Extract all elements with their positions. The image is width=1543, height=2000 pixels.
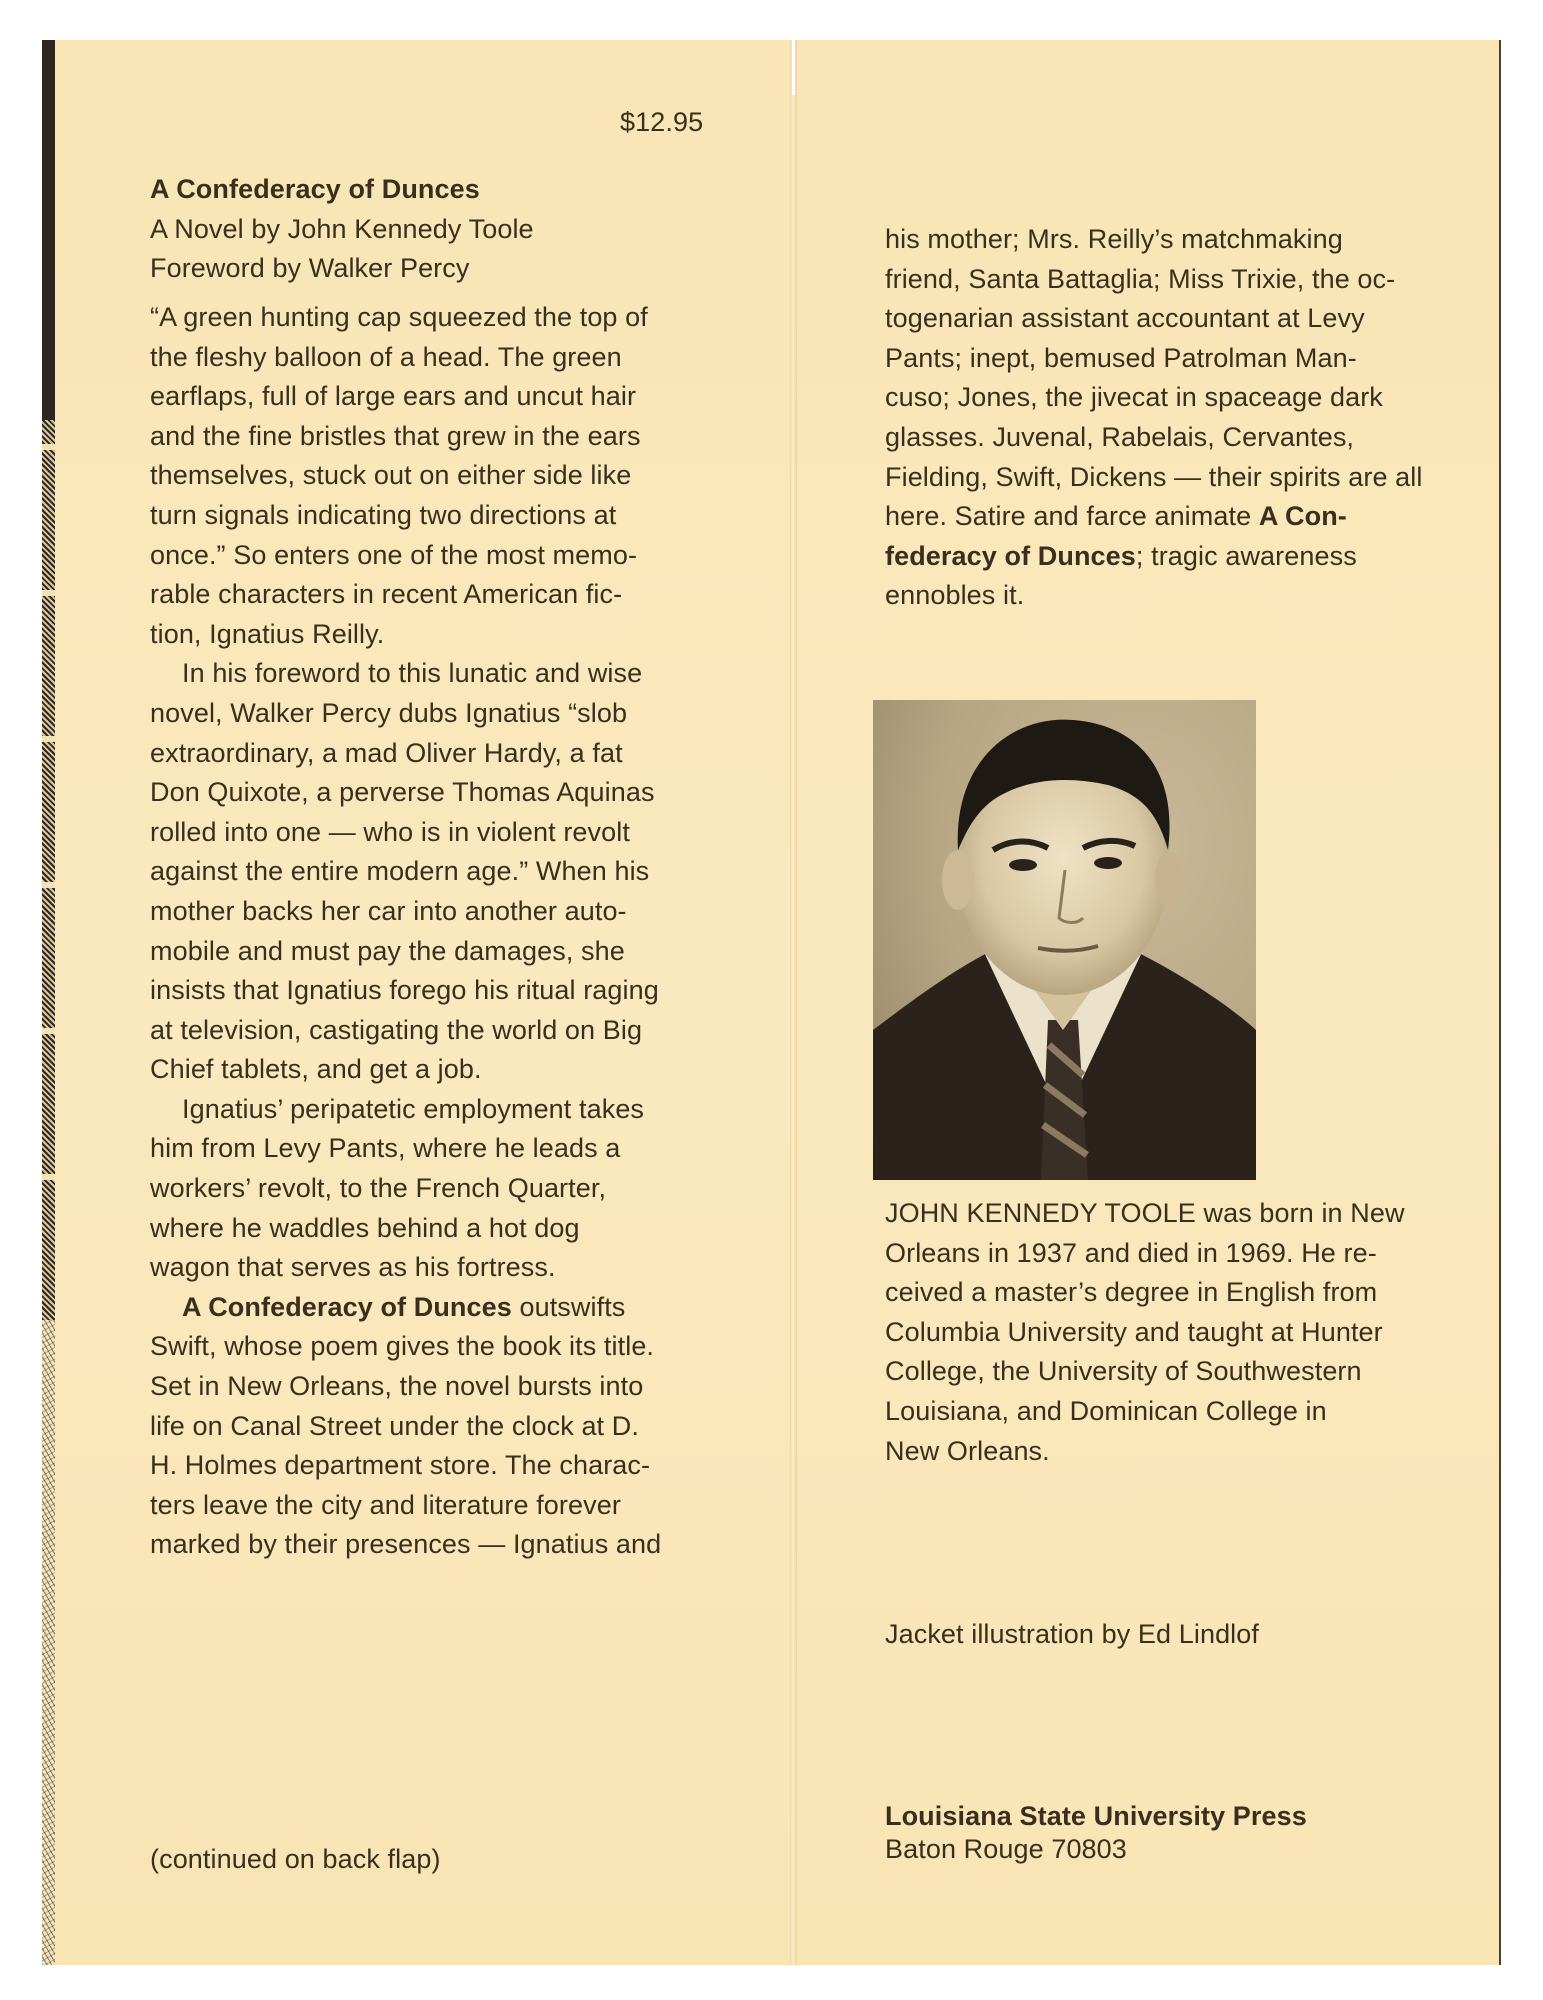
front-flap-body-line <box>150 694 661 734</box>
book-title: A Confederacy of Dunces <box>150 174 480 204</box>
foreword-credit: Foreword by Walker Percy <box>150 253 470 284</box>
flap-fold <box>790 40 797 1965</box>
publisher-name: Louisiana State University Press <box>885 1801 1307 1831</box>
front-flap-body-line <box>150 1407 661 1447</box>
continued-note: (continued on back flap) <box>150 1844 441 1874</box>
front-flap-body <box>150 298 661 1565</box>
back-flap-body <box>885 220 1422 616</box>
front-flap-body-text: earflaps, full of large ears and uncut hair <box>150 381 637 412</box>
author-bio <box>885 1194 1405 1471</box>
front-flap-body-text: rolled into one — who is in violent revolt <box>150 816 630 847</box>
front-flap-body-text: Don Quixote, a perverse Thomas Aquinas <box>150 777 655 808</box>
front-flap-body-text: “A green hunting cap squeezed the top of <box>150 302 648 332</box>
back-flap-body-text: togenarian assistant accountant at Levy <box>885 303 1365 334</box>
front-flap-body-text: once.” So enters one of the most memo- <box>150 539 638 570</box>
front-flap-body-text: where he waddles behind a hot dog <box>150 1212 580 1243</box>
front-flap-body-text: against the entire modern age.” When his <box>150 856 650 887</box>
front-flap-body-text: In his foreword to this lunatic and wise <box>182 658 643 689</box>
front-flap-body-line <box>150 1486 661 1526</box>
front-flap-body-line <box>150 892 661 932</box>
back-flap-body-line <box>885 339 1422 379</box>
back-flap-body-text: Fielding, Swift, Dickens — their spirits are all <box>885 461 1423 492</box>
back-flap-body-line <box>885 260 1422 300</box>
back-flap-body-text: his mother; Mrs. Reilly’s matchmaking <box>885 224 1343 254</box>
front-flap-body-text: turn signals indicating two directions at <box>150 499 617 530</box>
front-flap-body-line <box>150 615 661 655</box>
front-flap-body-line <box>150 1209 661 1249</box>
author-bio-line: New Orleans. <box>885 1435 1050 1466</box>
price: $12.95 <box>620 107 704 137</box>
front-flap-body-text: themselves, stuck out on either side like <box>150 460 632 491</box>
front-flap-body-text: extraordinary, a mad Oliver Hardy, a fat <box>150 737 623 768</box>
front-flap-body-text: novel, Walker Percy dubs Ignatius “slob <box>150 697 628 728</box>
back-flap-body-line <box>885 576 1422 616</box>
front-flap-body-line <box>150 1129 661 1169</box>
front-flap-body-text: mobile and must pay the damages, she <box>150 935 625 966</box>
front-flap-body-text: workers’ revolt, to the French Quarter, <box>150 1173 607 1204</box>
front-flap-body-line <box>150 932 661 972</box>
back-flap-body-text: ; tragic awareness <box>1135 540 1357 571</box>
front-flap-body-line <box>150 1446 661 1486</box>
front-flap-body-line <box>150 456 661 496</box>
front-flap-body-line <box>150 496 661 536</box>
front-flap-body-line <box>150 1169 661 1209</box>
front-flap-body-line <box>150 1011 661 1051</box>
front-flap-body-text: him from Levy Pants, where he leads a <box>150 1133 621 1164</box>
front-flap-body-text: wagon that serves as his fortress. <box>150 1252 556 1283</box>
author-bio-line: Orleans in 1937 and died in 1969. He re- <box>885 1237 1377 1268</box>
front-flap-body-text: the fleshy balloon of a head. The green <box>150 341 622 372</box>
front-flap-body-line <box>150 852 661 892</box>
front-flap-body-line <box>150 1327 661 1367</box>
front-flap-body-line <box>150 773 661 813</box>
fold-gap <box>792 40 795 95</box>
front-flap-body-text: Set in New Orleans, the novel bursts into <box>150 1371 644 1402</box>
back-flap-body-text: cuso; Jones, the jivecat in spaceage dark <box>885 382 1383 413</box>
front-flap-body-text: rable characters in recent American fic- <box>150 579 623 610</box>
front-flap-body-text: H. Holmes department store. The charac- <box>150 1450 651 1481</box>
front-flap-body-line <box>150 338 661 378</box>
author-bio-line: ceived a master’s degree in English from <box>885 1277 1378 1308</box>
bold-title-inline: federacy of Dunces <box>885 540 1136 571</box>
back-flap-body-line <box>885 378 1422 418</box>
front-flap-body-text: Swift, whose poem gives the book its title. <box>150 1331 655 1362</box>
front-flap-body-line <box>150 1050 661 1090</box>
front-flap-body-line <box>150 734 661 774</box>
front-flap-body-text: Ignatius’ peripatetic employment takes <box>182 1093 645 1124</box>
front-flap-body-line <box>150 654 661 694</box>
front-flap-body-line <box>150 377 661 417</box>
front-flap-body-line <box>150 1090 661 1130</box>
author-bio-line: Louisiana, and Dominican College in <box>885 1395 1327 1426</box>
front-flap-body-text: tion, Ignatius Reilly. <box>150 618 385 649</box>
back-flap-body-line <box>885 458 1422 498</box>
spine-pattern <box>42 420 55 1320</box>
front-flap-body-line <box>150 575 661 615</box>
back-flap-body-line <box>885 418 1422 458</box>
front-flap-body-line <box>150 1288 661 1328</box>
front-flap-body-text: life on Canal Street under the clock at D. <box>150 1410 639 1441</box>
author-photo <box>873 700 1256 1180</box>
front-flap-body-text: at television, castigating the world on Big <box>150 1014 643 1045</box>
front-flap-body-line <box>150 536 661 576</box>
front-flap-body-line <box>150 298 661 338</box>
publisher-block <box>885 1800 1307 1866</box>
publisher-city: Baton Rouge 70803 <box>885 1834 1127 1864</box>
front-flap-body-text: Chief tablets, and get a job. <box>150 1054 482 1085</box>
illustration-credit: Jacket illustration by Ed Lindlof <box>885 1619 1259 1649</box>
front-flap-header <box>150 170 534 289</box>
bold-title-inline: A Con- <box>1258 501 1347 532</box>
back-flap-body-line <box>885 537 1422 577</box>
back-flap-body-text: friend, Santa Battaglia; Miss Trixie, the oc- <box>885 263 1396 294</box>
front-flap-body-line <box>150 1525 661 1565</box>
front-flap-body-text: mother backs her car into another auto- <box>150 895 627 926</box>
front-flap-body-text: insists that Ignatius forego his ritual raging <box>150 975 659 1006</box>
author-portrait-illustration <box>873 700 1256 1180</box>
front-flap-body-line <box>150 813 661 853</box>
author-bio-line: Columbia University and taught at Hunter <box>885 1316 1383 1347</box>
front-flap-body-line <box>150 1367 661 1407</box>
back-flap-body-line <box>885 497 1422 537</box>
author-bio-line: College, the University of Southwestern <box>885 1356 1362 1387</box>
back-flap-body-text: here. Satire and farce animate <box>885 501 1259 532</box>
back-flap-body-text: Pants; inept, bemused Patrolman Man- <box>885 342 1357 373</box>
back-flap-body-text: ennobles it. <box>885 580 1025 611</box>
front-flap-body-text: outswifts <box>511 1291 626 1322</box>
author-bio-line: JOHN KENNEDY TOOLE was born in New <box>885 1198 1405 1228</box>
front-flap-body-text: marked by their presences — Ignatius and <box>150 1529 662 1560</box>
front-flap-body-line <box>150 971 661 1011</box>
bold-title-inline: A Confederacy of Dunces <box>182 1291 512 1322</box>
front-flap-body-line <box>150 417 661 457</box>
back-flap-body-line <box>885 220 1422 260</box>
cover-illustration-edge <box>42 1320 56 1965</box>
front-flap-body-line <box>150 1248 661 1288</box>
back-flap-body-line <box>885 299 1422 339</box>
back-flap-body-text: glasses. Juvenal, Rabelais, Cervantes, <box>885 421 1355 452</box>
front-flap-body-text: and the fine bristles that grew in the ears <box>150 420 641 451</box>
front-flap-body-text: ters leave the city and literature forever <box>150 1489 621 1520</box>
book-subtitle: A Novel by John Kennedy Toole <box>150 213 534 244</box>
